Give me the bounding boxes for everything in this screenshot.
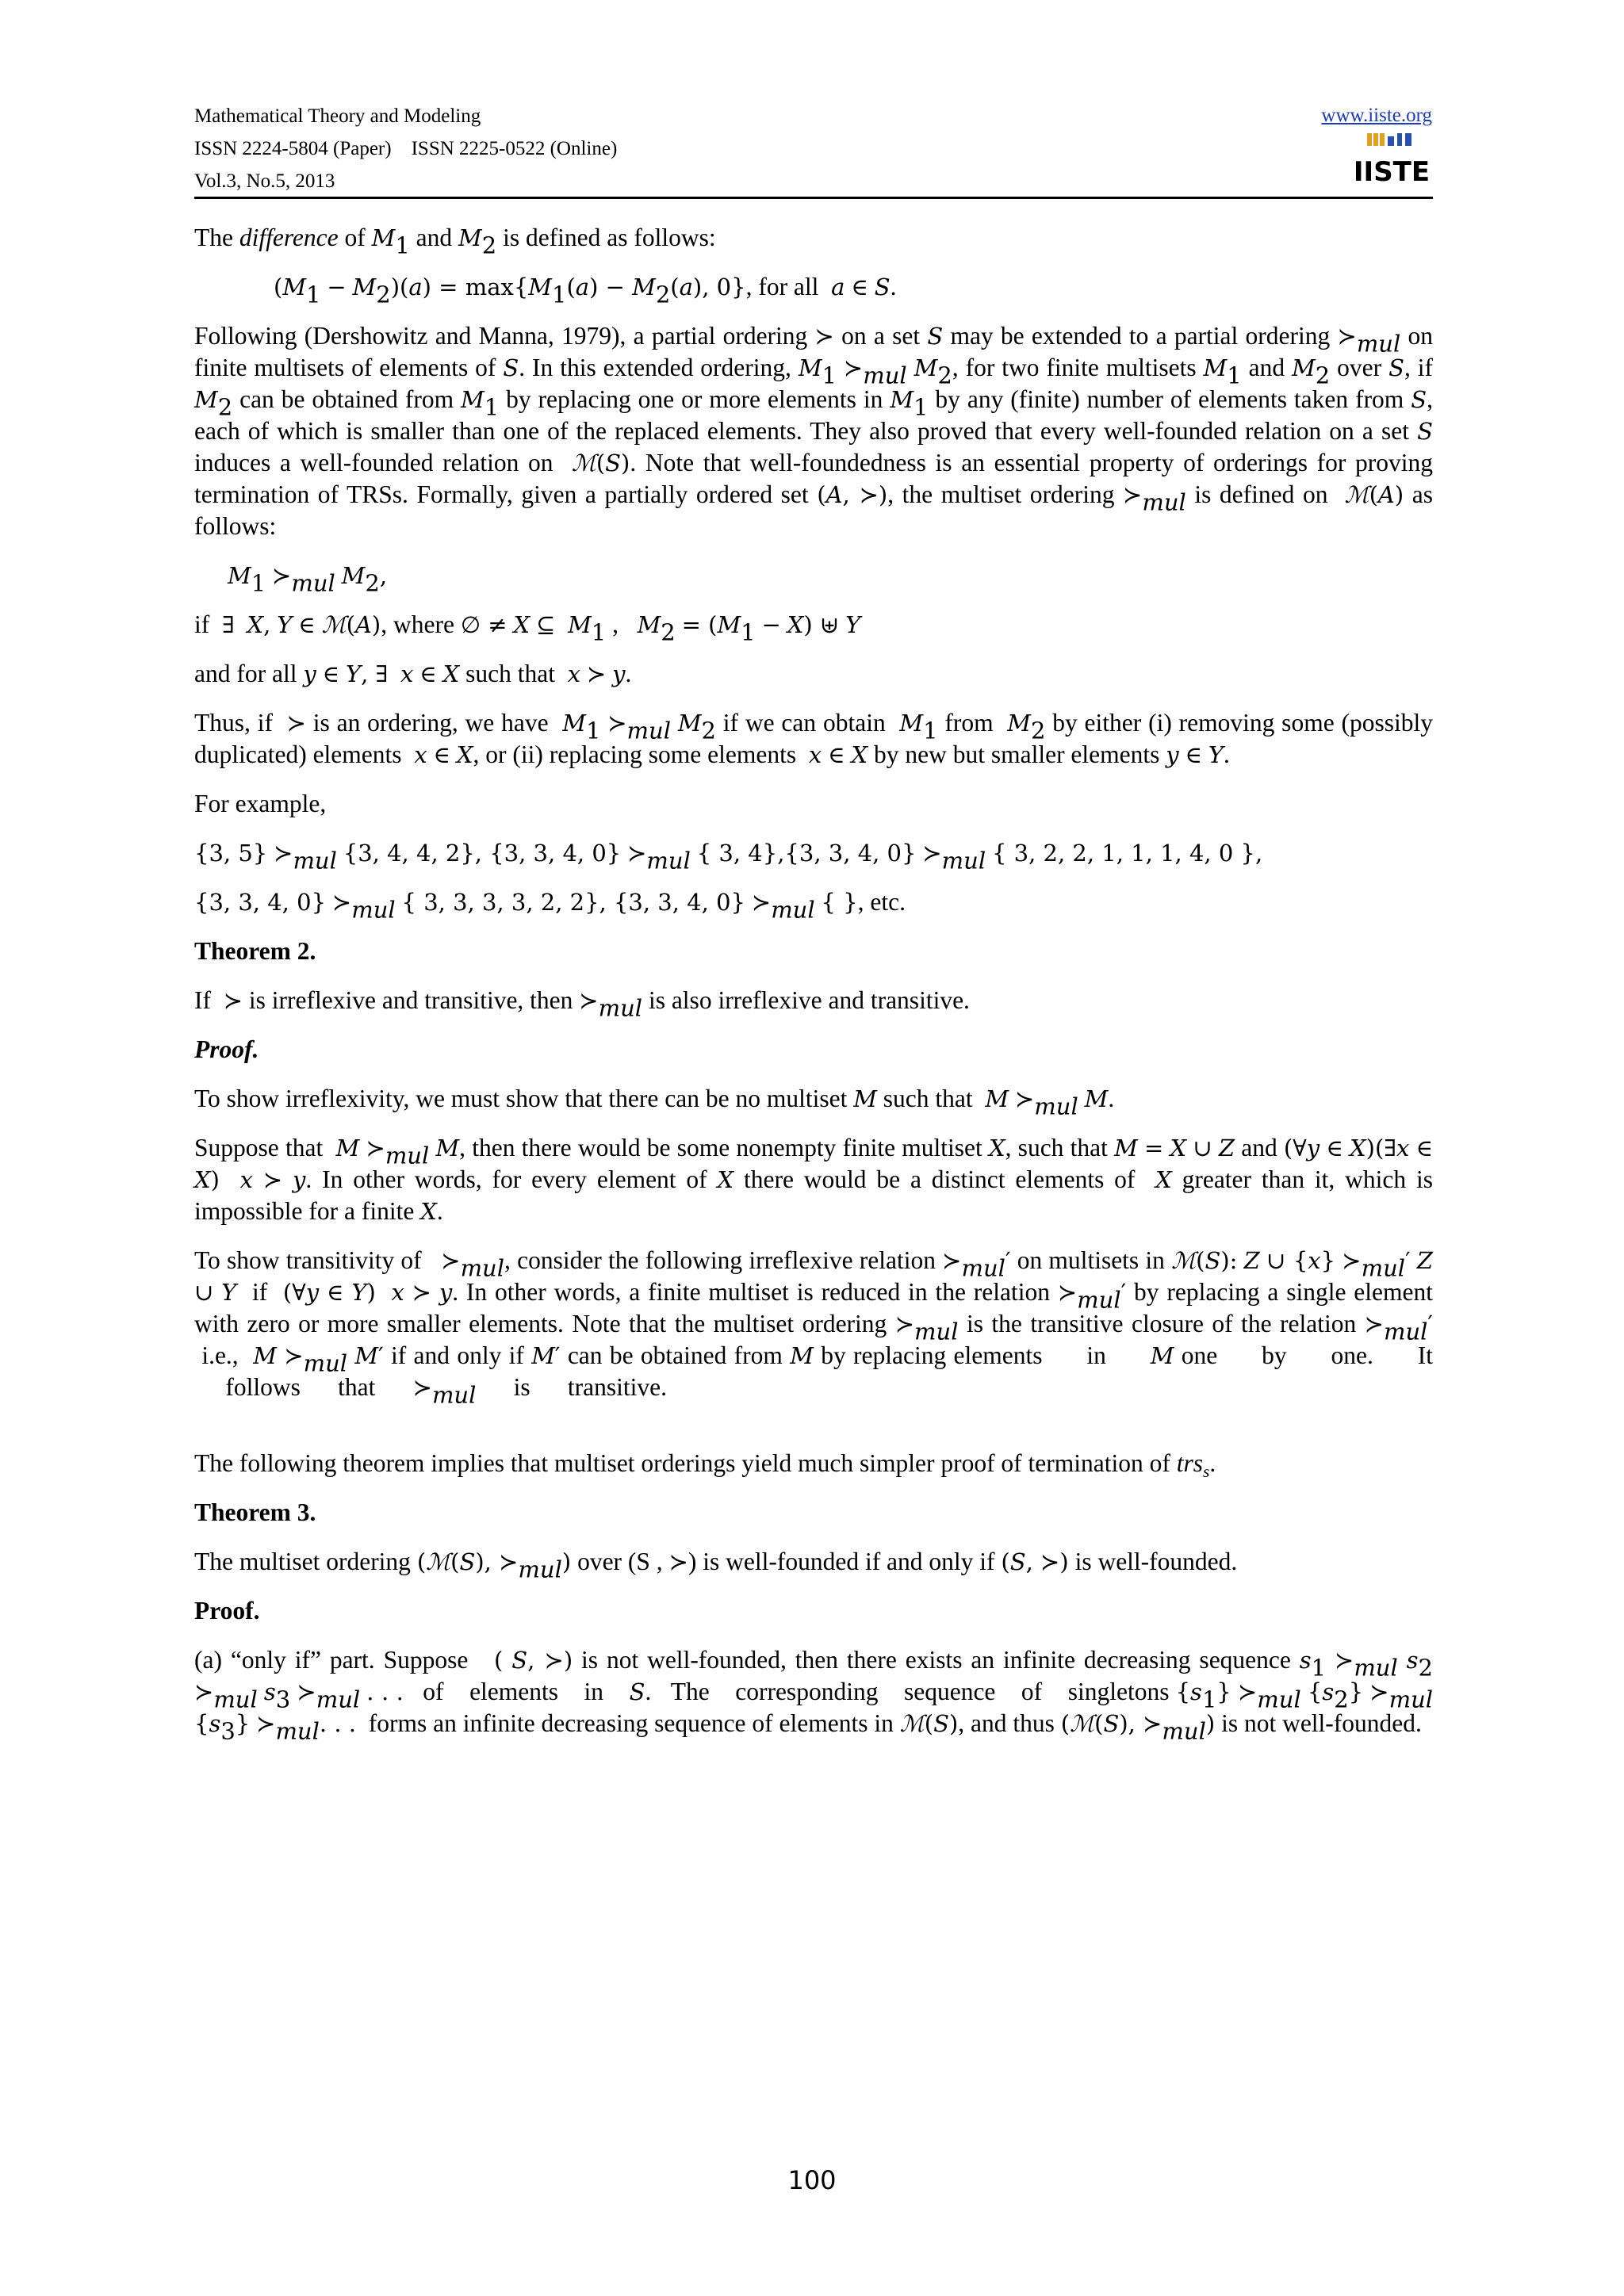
issn-line: ISSN 2224-5804 (Paper) ISSN 2225-0522 (Online) — [194, 138, 618, 159]
theorem-3-heading: Theorem 3. — [194, 1498, 316, 1526]
paragraph-thus: Thus, if ≻ is an ordering, we have $M_1$ $≻_{mul}$ $M_2$ if we can obtain $M_1$ from $M_2$ by either (i) removing some (possibly duplicated) elements x ∈ X, or (ii) replacing some elements x ∈ X by new but smaller elements y ∈ Y. — [194, 709, 1434, 768]
journal-title: Mathematical Theory and Modeling — [194, 105, 481, 127]
proof-heading-1: Proof. — [194, 1035, 259, 1063]
proof-transitivity: To show transitivity of $≻_{mul}$, consider the following irreflexive relation $≻_{mul}'$ on multisets in ℳ(S): Z ∪ {x} $≻_{mul}'$ Z ∪ Y if (∀y ∈ Y) x ≻ y. In other words, a finite multiset is reduced in the relation $≻_{mul}'$ by replacing a single element with zero or more smaller elements. Note that the multiset ordering $≻_{mul}$ is the transitive closure of the relation $≻_{mul}'$ i.e., M $≻_{mul}$ M′ if and only if M′ can be obtained from M by replacing elements in M one by one. It follows that $≻_{mul}$ is transitive. — [194, 1246, 1434, 1409]
proof-only-if: (a) “only if” part. Suppose ( S, ≻) is not well-founded, then there exists an infinite decreasing sequence $s_1$ $≻_{mul}$ $s_2$ $≻_{mul}$ $s_3$ $≻_{mul}$ . . . of elements in S. The corresponding sequence of singletons $\{s_1\}$ $≻_{mul}$ $\{s_2\}$ $≻_{mul}$ $\{s_3\}$ $≻_{mul}$. . . forms an infinite decreasing sequence of elements in ℳ(S), and thus (ℳ(S), $≻_{mul}$) is not well-founded. — [194, 1646, 1434, 1745]
proof-irreflexivity-intro: To show irreflexivity, we must show that there can be no multiset M such that M $≻_{mul}$ M. — [194, 1085, 1115, 1120]
paragraph-difference: The difference of $M_1$ and $M_2$ is defined as follows: — [194, 224, 716, 259]
for-example-label: For example, — [194, 790, 327, 817]
paragraph-dershowitz: Following (Dershowitz and Manna, 1979), a partial ordering ≻ on a set S may be extended to a partial ordering $≻_{mul}$ on finite multisets of elements of S. In this extended ordering, $M_1$ $≻_{mul}$ $M_2$, for two finite multisets $M_1$ and $M_2$ over S, if $M_2$ can be obtained from $M_1$ by replacing one or more elements in $M_1$ by any (finite) number of elements taken from S, each of which is smaller than one of the replaced elements. They also proved that every well-founded relation on a set S induces a well-founded relation on ℳ(S). Note that well-foundedness is an essential property of orderings for proving termination of TRSs. Formally, given a partially ordered set (A, ≻), the multiset ordering $≻_{mul}$ is defined on ℳ(A) as follows: — [194, 322, 1434, 540]
page-number: 100 — [787, 2165, 837, 2195]
example-line-1: {3, 5} $≻_{mul}$ {3, 4, 4, 2}, {3, 3, 4, 0} $≻_{mul}$ { 3, 4},{3, 3, 4, 0} $≻_{mul}$ { 3, 2, 2, 1, 1, 1, 4, 0 }, — [194, 840, 1263, 874]
svg-text:IISTE: IISTE — [1353, 156, 1431, 188]
paragraph-following-theorem: The following theorem implies that multiset orderings yield much simpler proof of termination of trs$_s$. — [194, 1449, 1216, 1481]
equation-difference: $(M_1 - M_2)(a) = \max\{M_1(a) - M_2(a)$, 0}, for all a ∈ S. — [274, 273, 897, 308]
formula-m1-mul-m2: $M_1$ $≻_{mul}$ $M_2$, — [228, 562, 388, 597]
theorem-2-statement: If ≻ is irreflexive and transitive, then $≻_{mul}$ is also irreflexive and transitive. — [194, 986, 970, 1022]
example-line-2: {3, 3, 4, 0} $≻_{mul}$ { 3, 3, 3, 3, 2, 2}, {3, 3, 4, 0} $≻_{mul}$ { }, etc. — [194, 888, 906, 924]
formula-exists-xy: if ∃ X, Y ∈ ℳ(A), where ∅ ≠ X ⊆ $M_1$ , $M_2 = (M_1 - X)$ ⊎ Y — [194, 610, 861, 646]
page-body — [194, 222, 1434, 1745]
theorem-3-statement: The multiset ordering (ℳ(S), $≻_{mul}$) over (S , ≻) is well-founded if and only if (S, ≻) is well-founded. — [194, 1548, 1238, 1583]
formula-for-all-y: and for all y ∈ Y, ∃ x ∈ X such that x ≻ y. — [194, 660, 632, 687]
proof-heading-2: Proof. — [194, 1597, 260, 1624]
iiste-logo-icon — [1353, 132, 1431, 189]
journal-url-link[interactable]: www.iiste.org — [1321, 105, 1432, 126]
header-rule — [194, 197, 1433, 199]
proof-irreflexivity-body: Suppose that M $≻_{mul}$ M, then there would be some nonempty finite multiset X, such that M = X ∪ Z and (∀y ∈ X)(∃x ∈ X) x ≻ y. In other words, for every element of X there would be a distinct elements of X greater than it, which is impossible for a finite X. — [194, 1134, 1434, 1225]
volume-line: Vol.3, No.5, 2013 — [194, 170, 335, 192]
theorem-2-heading: Theorem 2. — [194, 937, 316, 965]
